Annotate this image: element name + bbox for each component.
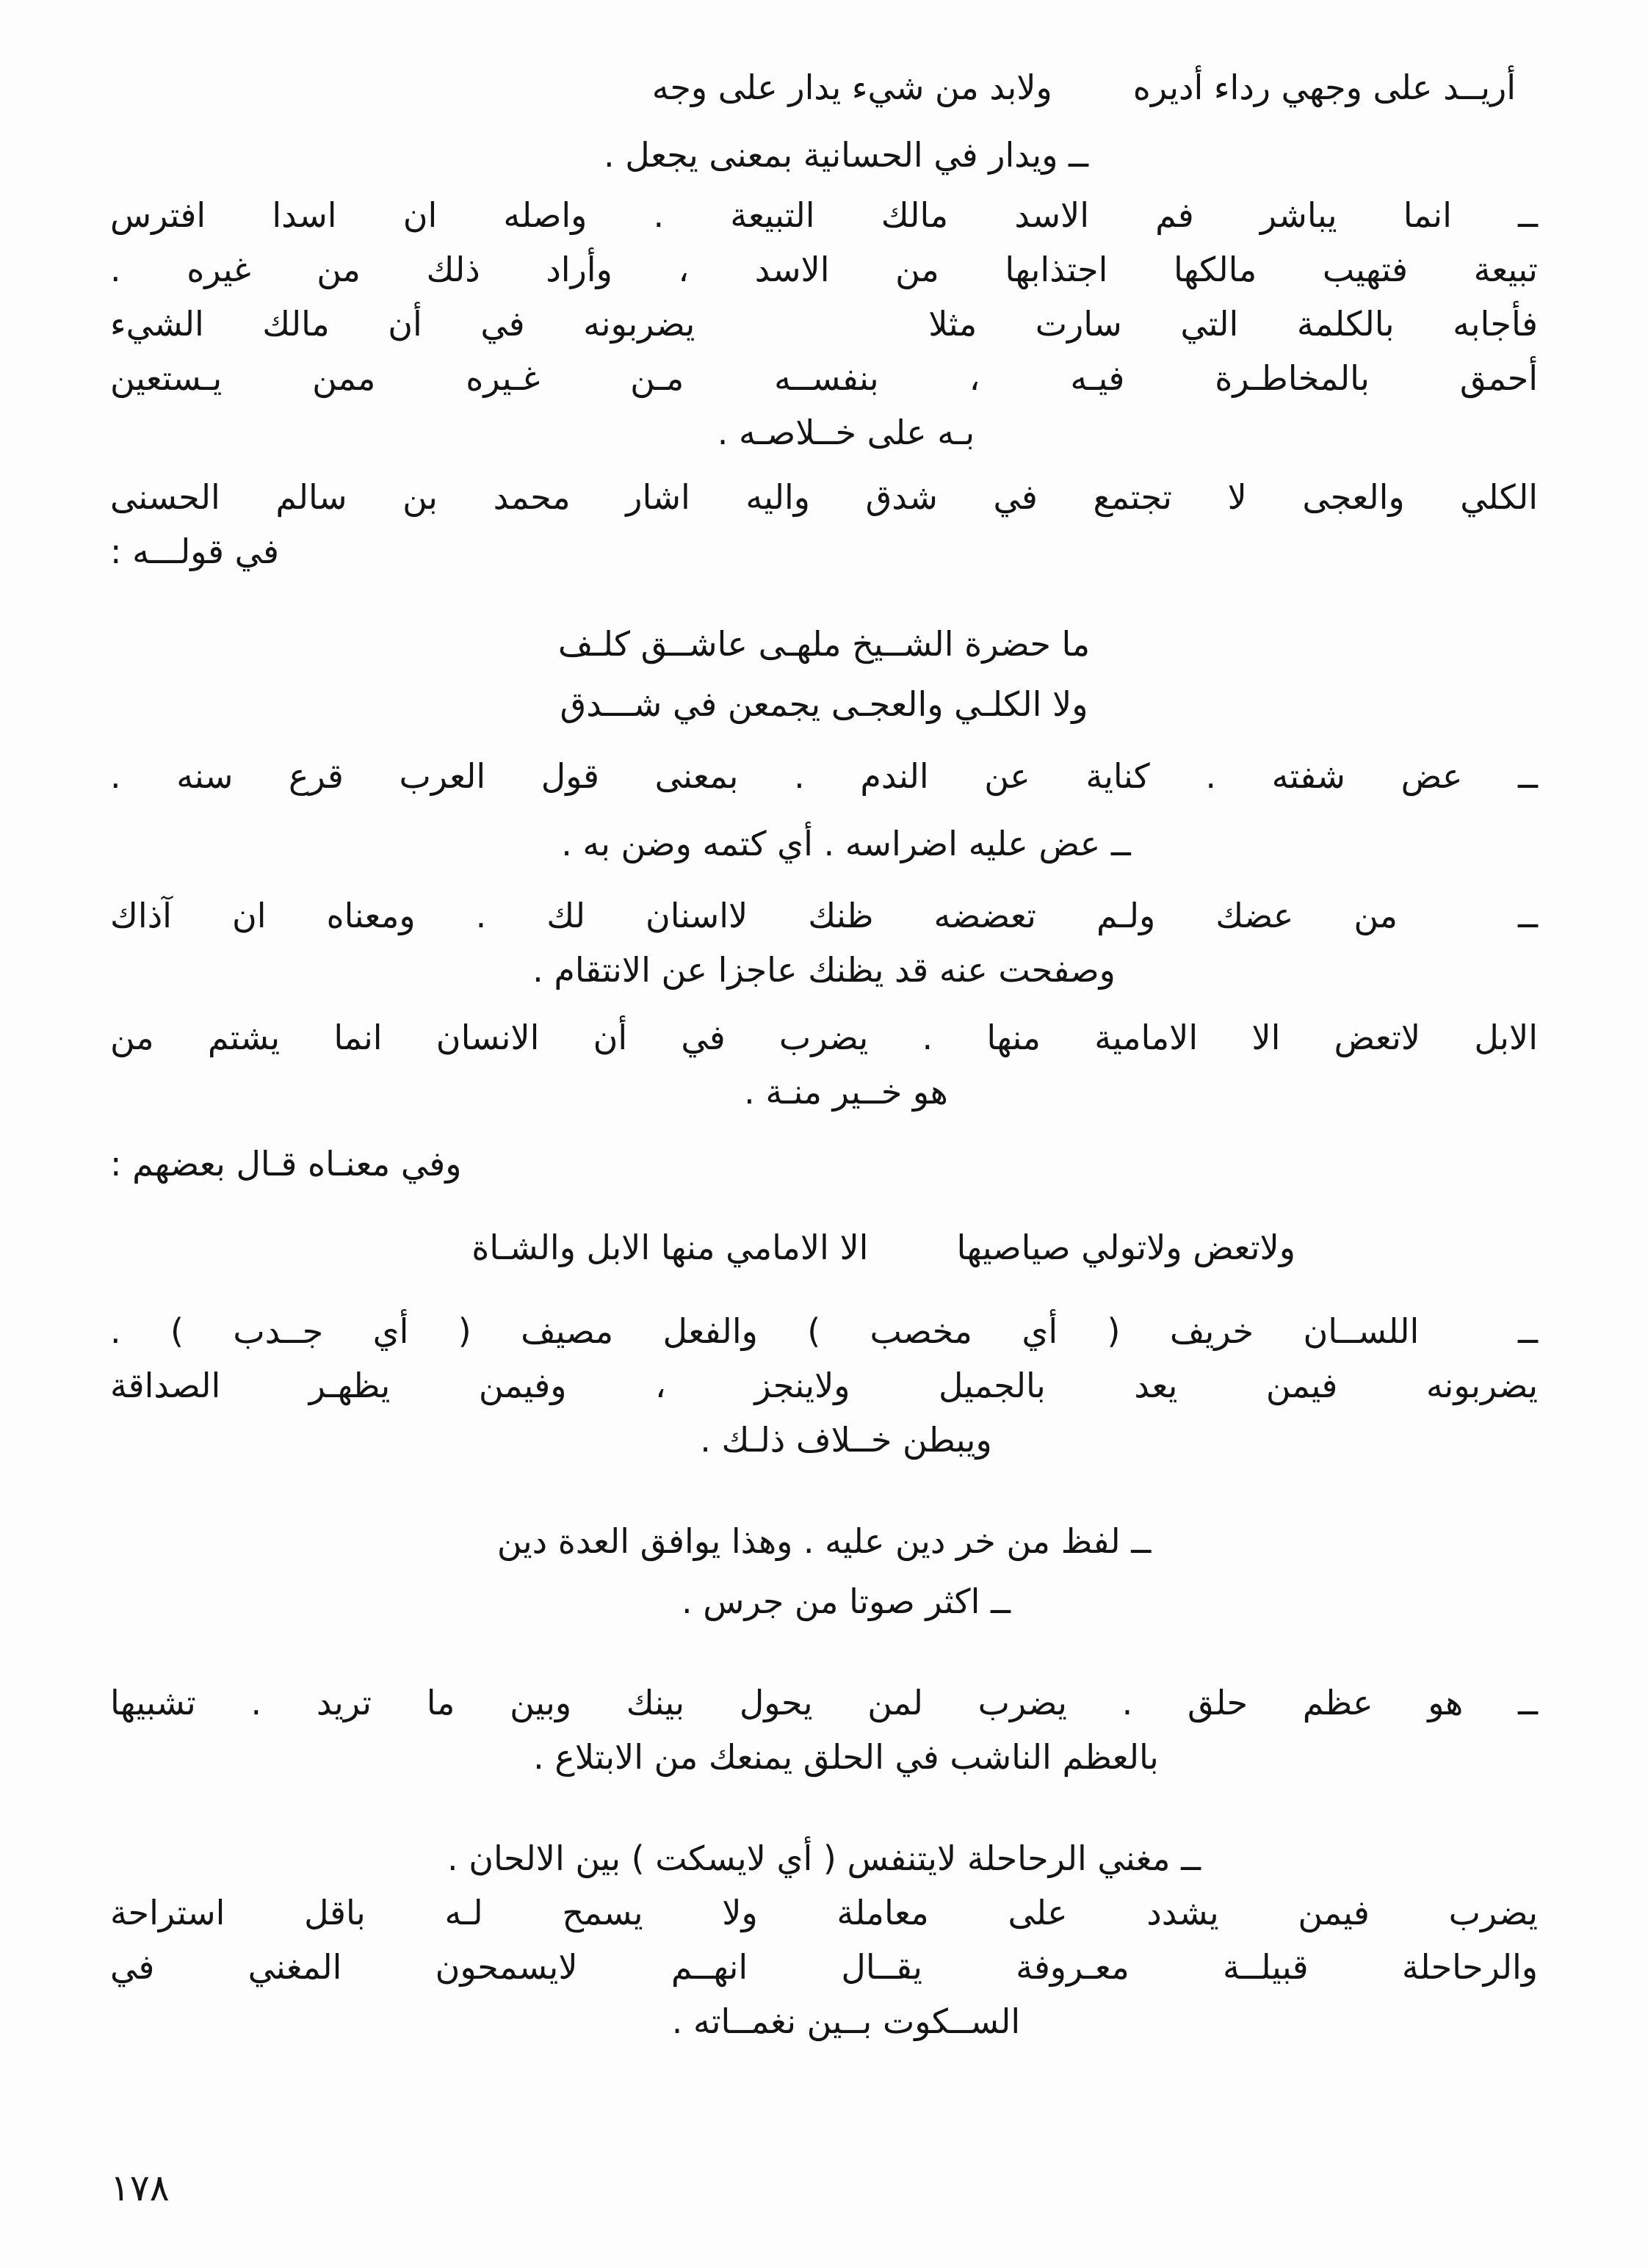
verse-camels-hemistich-a: ولاتعض ولاتولي صياصيها xyxy=(956,1228,1295,1267)
entry-bite-line-1: ــ من عضك ولـم تعضضه ظنك لااسنان لك . ومعناه ان آذاك xyxy=(110,896,1538,935)
spacer xyxy=(110,1477,1538,1524)
verse-sheikh-line-2: ولا الكلـي والعجـى يجمعن في شـــدق xyxy=(560,684,1088,724)
spacer xyxy=(110,1201,1538,1231)
spacer xyxy=(110,1639,1538,1686)
verse-sheikh-line-1: ما حضرة الشــيخ ملهـى عاشــق كلـف xyxy=(557,624,1091,664)
entry-tongue-line-2: يضربونه فيمن يعد بالجميل ولاينجز ، وفيمن يظهـر الصداقة xyxy=(110,1366,1538,1405)
entry-singer-line-1: ــ مغني الرحاحلة لايتنفس ( أي لايسكت ) بين الالحان . xyxy=(447,1838,1201,1878)
entry-kuly-line-1: الكلي والعجى لا تجتمع في شدق واليه اشار محمد بن سالم الحسنى xyxy=(110,477,1538,517)
verse-camels-hemistich-b: الا الامامي منها الابل والشـاة xyxy=(471,1228,869,1267)
entry-teeth-line-1: ــ عض عليه اضراسه . أي كتمه وضن به . xyxy=(561,824,1131,863)
entry-lion-line-1: ــ انما يباشر فم الاسد مالك التبيعة . واصله ان اسدا افترس xyxy=(110,195,1538,235)
entry-kuly-line-2: في قولـــه : xyxy=(110,532,279,571)
verse-gap xyxy=(1052,70,1133,104)
entry-lip-line-1: ــ عض شفته . كناية عن الندم . بمعنى قول العرب قرع سنه . xyxy=(110,756,1538,796)
entry-bone-line-2: بالعظم الناشب في الحلق يمنعك من الابتلاع . xyxy=(533,1737,1159,1777)
entry-lion-line-5: بـه على خــلاصـه . xyxy=(717,413,975,452)
entry-lion-line-4: أحمق بالمخاطـرة فيـه ، بنفســه مـن غـيره ممن يـستعين xyxy=(110,358,1538,398)
entry-camels-line-2: هو خــير منـة . xyxy=(744,1072,948,1112)
entry-bite-line-2: وصفحت عنه قد يظنك عاجزا عن الانتقام . xyxy=(532,950,1116,990)
entry-tongue-line-3: ويبطن خــلاف ذلـك . xyxy=(700,1420,992,1460)
spacer xyxy=(110,589,1538,627)
entry-lion-line-3: فأجابه بالكلمة التي سارت مثلا يضربونه في أن مالك الشيء xyxy=(110,304,1538,344)
entry-meaning-intro-line-1: وفي معنـاه قـال بعضهم : xyxy=(110,1144,462,1184)
entry-camels-line-1: الابل لاتعض الا الامامية منها . يضرب في أن الانسان انما يشتم من xyxy=(110,1018,1538,1057)
entry-bell-line-1: ــ اكثر صوتا من جرس . xyxy=(682,1582,1011,1621)
verse-camels xyxy=(110,1228,1538,1267)
entry-tongue-line-1: ــ اللســان خريف ( أي مخصب ) والفعل مصيف ( أي جــدب ) . xyxy=(110,1311,1538,1351)
entry-bone-line-1: ــ هو عظم حلق . يضرب لمن يحول بينك وبين ما تريد . تشبيها xyxy=(110,1683,1538,1722)
page-number: ١٧٨ xyxy=(110,2167,170,2209)
entry-yudar-line-1: ــ ويدار في الحسانية بمعنى يجعل . xyxy=(603,135,1088,175)
entry-singer-line-3: والرحاحلة قبيلــة معـروفة يقــال انهــم لايسمحون المغني في xyxy=(110,1947,1538,1987)
entry-lion-line-2: تبيعة فتهيب مالكها اجتذابها من الاسد ، وأراد ذلك من غيره . xyxy=(110,250,1538,289)
verse-opening-hemistich-a: أريــد على وجهي رداء أديره xyxy=(1132,68,1516,107)
verse-opening xyxy=(110,68,1538,107)
spacer xyxy=(110,1794,1538,1841)
entry-singer-line-4: الســكوت بــين نغمــاته . xyxy=(671,2001,1021,2041)
spacer xyxy=(110,1285,1538,1314)
verse-opening-hemistich-b: ولابد من شيء يدار على وجه xyxy=(651,68,1052,107)
entry-singer-line-2: يضرب فيمن يشدد على معاملة ولا يسمح لـه باقل استراحة xyxy=(110,1893,1538,1932)
entry-debt-line-1: ــ لفظ من خر دين عليه . وهذا يوافق العدة دين xyxy=(496,1521,1152,1561)
